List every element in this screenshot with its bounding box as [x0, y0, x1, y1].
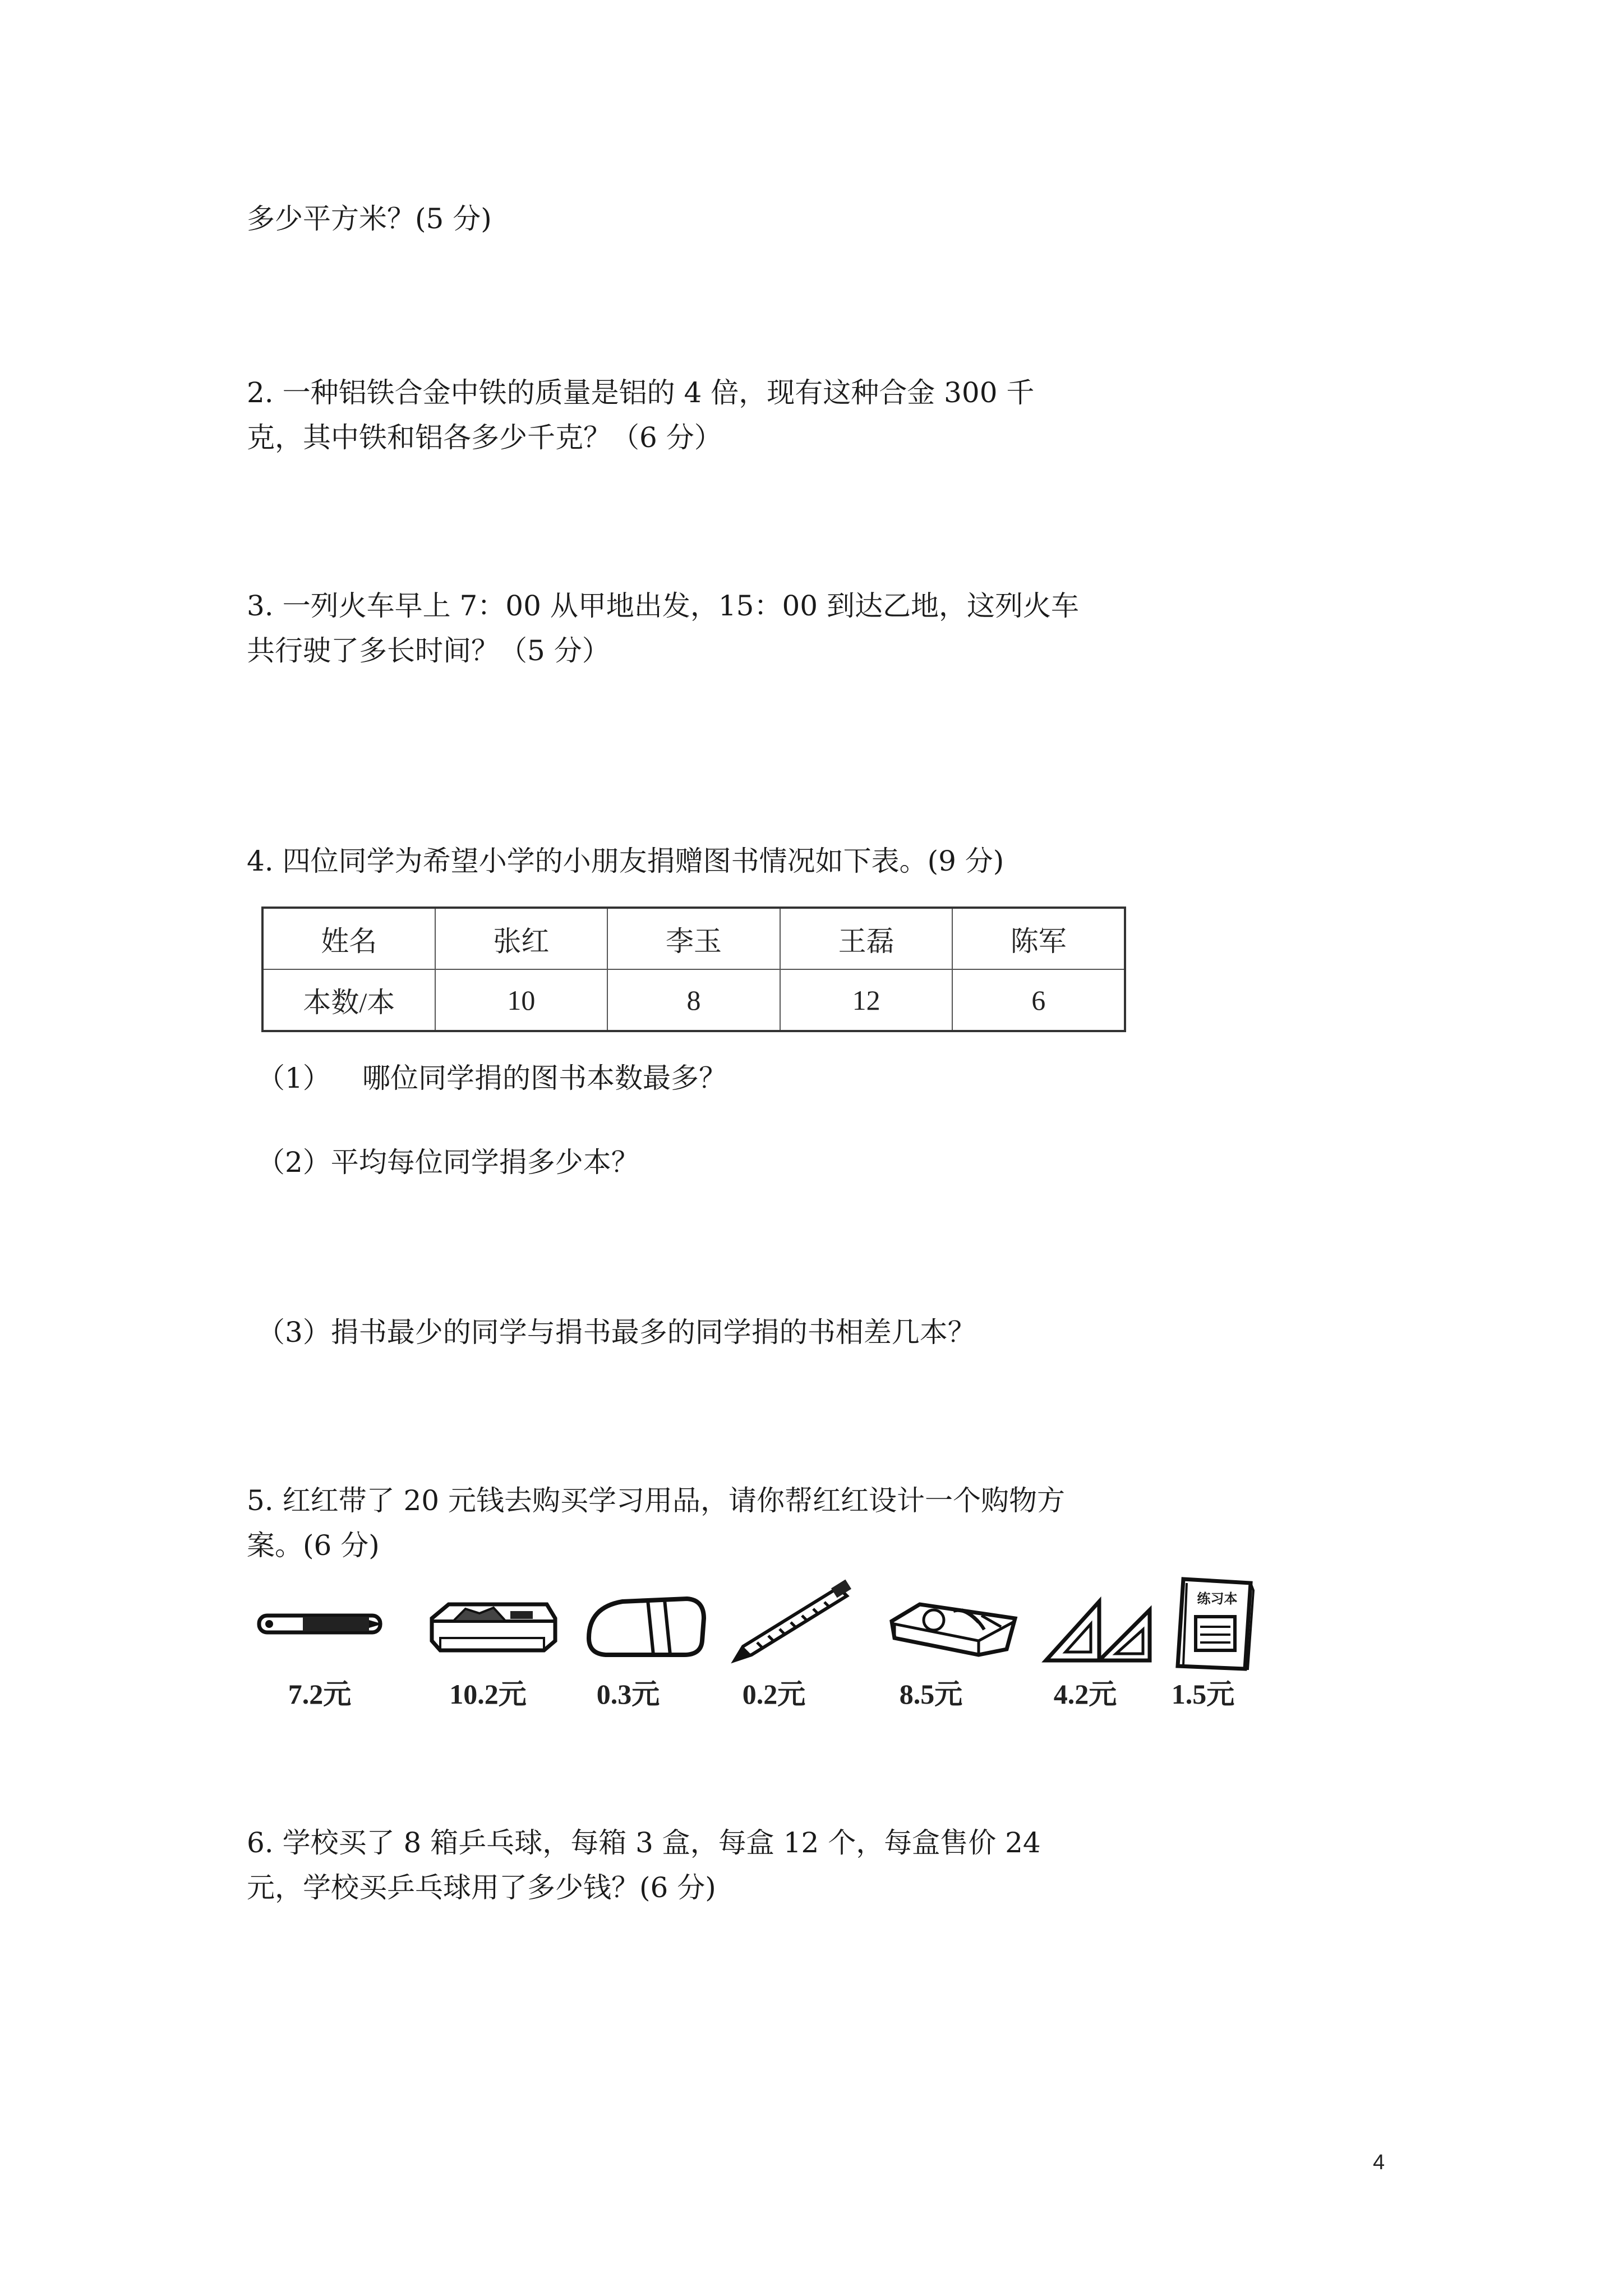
- item-pen: [252, 1576, 387, 1688]
- q4-line1: 4. 四位同学为希望小学的小朋友捐赠图书情况如下表。(9 分): [247, 845, 1004, 877]
- q1-tail: 多少平方米？(5 分): [247, 203, 492, 235]
- paint-box-icon: [886, 1576, 1021, 1672]
- q5-line2: 案。(6 分): [247, 1529, 380, 1562]
- item-pencil-box: [426, 1576, 561, 1688]
- pencil-box-icon: [426, 1576, 561, 1672]
- price-label: 0.2元: [742, 1678, 806, 1710]
- q3-line1: 3. 一列火车早上 7：00 从甲地出发，15：00 到达乙地，这列火车: [247, 590, 1079, 622]
- table-header-row: [262, 908, 1125, 969]
- eraser-icon: [578, 1576, 712, 1672]
- item-triangle-ruler: [1038, 1576, 1172, 1688]
- q6-line2: 元，学校买乒乓球用了多少钱？(6 分): [247, 1871, 716, 1904]
- table-row: [262, 969, 1125, 1031]
- triangle-ruler-icon: [1038, 1576, 1172, 1672]
- price-label: 8.5元: [899, 1678, 963, 1710]
- table-cell: 张红: [435, 908, 608, 969]
- item-eraser: [578, 1576, 712, 1688]
- q6-line1: 6. 学校买了 8 箱乒乓球，每箱 3 盒，每盒 12 个，每盒售价 24: [247, 1826, 1041, 1859]
- item-paint-box: [886, 1576, 1021, 1688]
- table-cell: 6: [952, 969, 1125, 1031]
- price-label: 4.2元: [1053, 1678, 1117, 1710]
- table-cell: 10: [435, 969, 608, 1031]
- donation-table: [261, 907, 1126, 1032]
- table-cell: 王磊: [780, 908, 953, 969]
- price-label: 7.2元: [288, 1678, 352, 1710]
- table-cell: 陈军: [952, 908, 1125, 969]
- q2-line2: 克，其中铁和铝各多少千克？（6 分）: [247, 421, 722, 454]
- q4-sub1-number: （1）: [257, 1062, 331, 1094]
- pen-icon: [252, 1576, 387, 1672]
- table-cell: 李玉: [607, 908, 780, 969]
- q5-line1: 5. 红红带了 20 元钱去购买学习用品，请你帮红红设计一个购物方: [247, 1484, 1066, 1517]
- q4-sub3: （3）捐书最少的同学与捐书最多的同学捐的书相差几本？: [257, 1316, 976, 1349]
- q4-sub1-text: 哪位同学捐的图书本数最多？: [362, 1062, 727, 1094]
- page-number: 4: [1373, 2151, 1385, 2174]
- q4-sub2: （2）平均每位同学捐多少本？: [257, 1146, 639, 1179]
- table-cell: 姓名: [262, 908, 435, 969]
- exercise-book-cover-text: 练习本: [1197, 1591, 1238, 1607]
- price-label: 0.3元: [596, 1678, 660, 1710]
- price-label: 10.2元: [449, 1678, 527, 1710]
- q3-line2: 共行驶了多长时间？（5 分）: [247, 634, 610, 667]
- table-cell: 12: [780, 969, 953, 1031]
- item-pencil: [723, 1576, 858, 1688]
- table-cell: 8: [607, 969, 780, 1031]
- item-exercise-book: [1161, 1576, 1295, 1688]
- price-label: 1.5元: [1171, 1678, 1235, 1710]
- q2-line1: 2. 一种铝铁合金中铁的质量是铝的 4 倍，现有这种合金 300 千: [247, 376, 1035, 409]
- pencil-icon: [723, 1576, 858, 1672]
- table-cell: 本数/本: [262, 969, 435, 1031]
